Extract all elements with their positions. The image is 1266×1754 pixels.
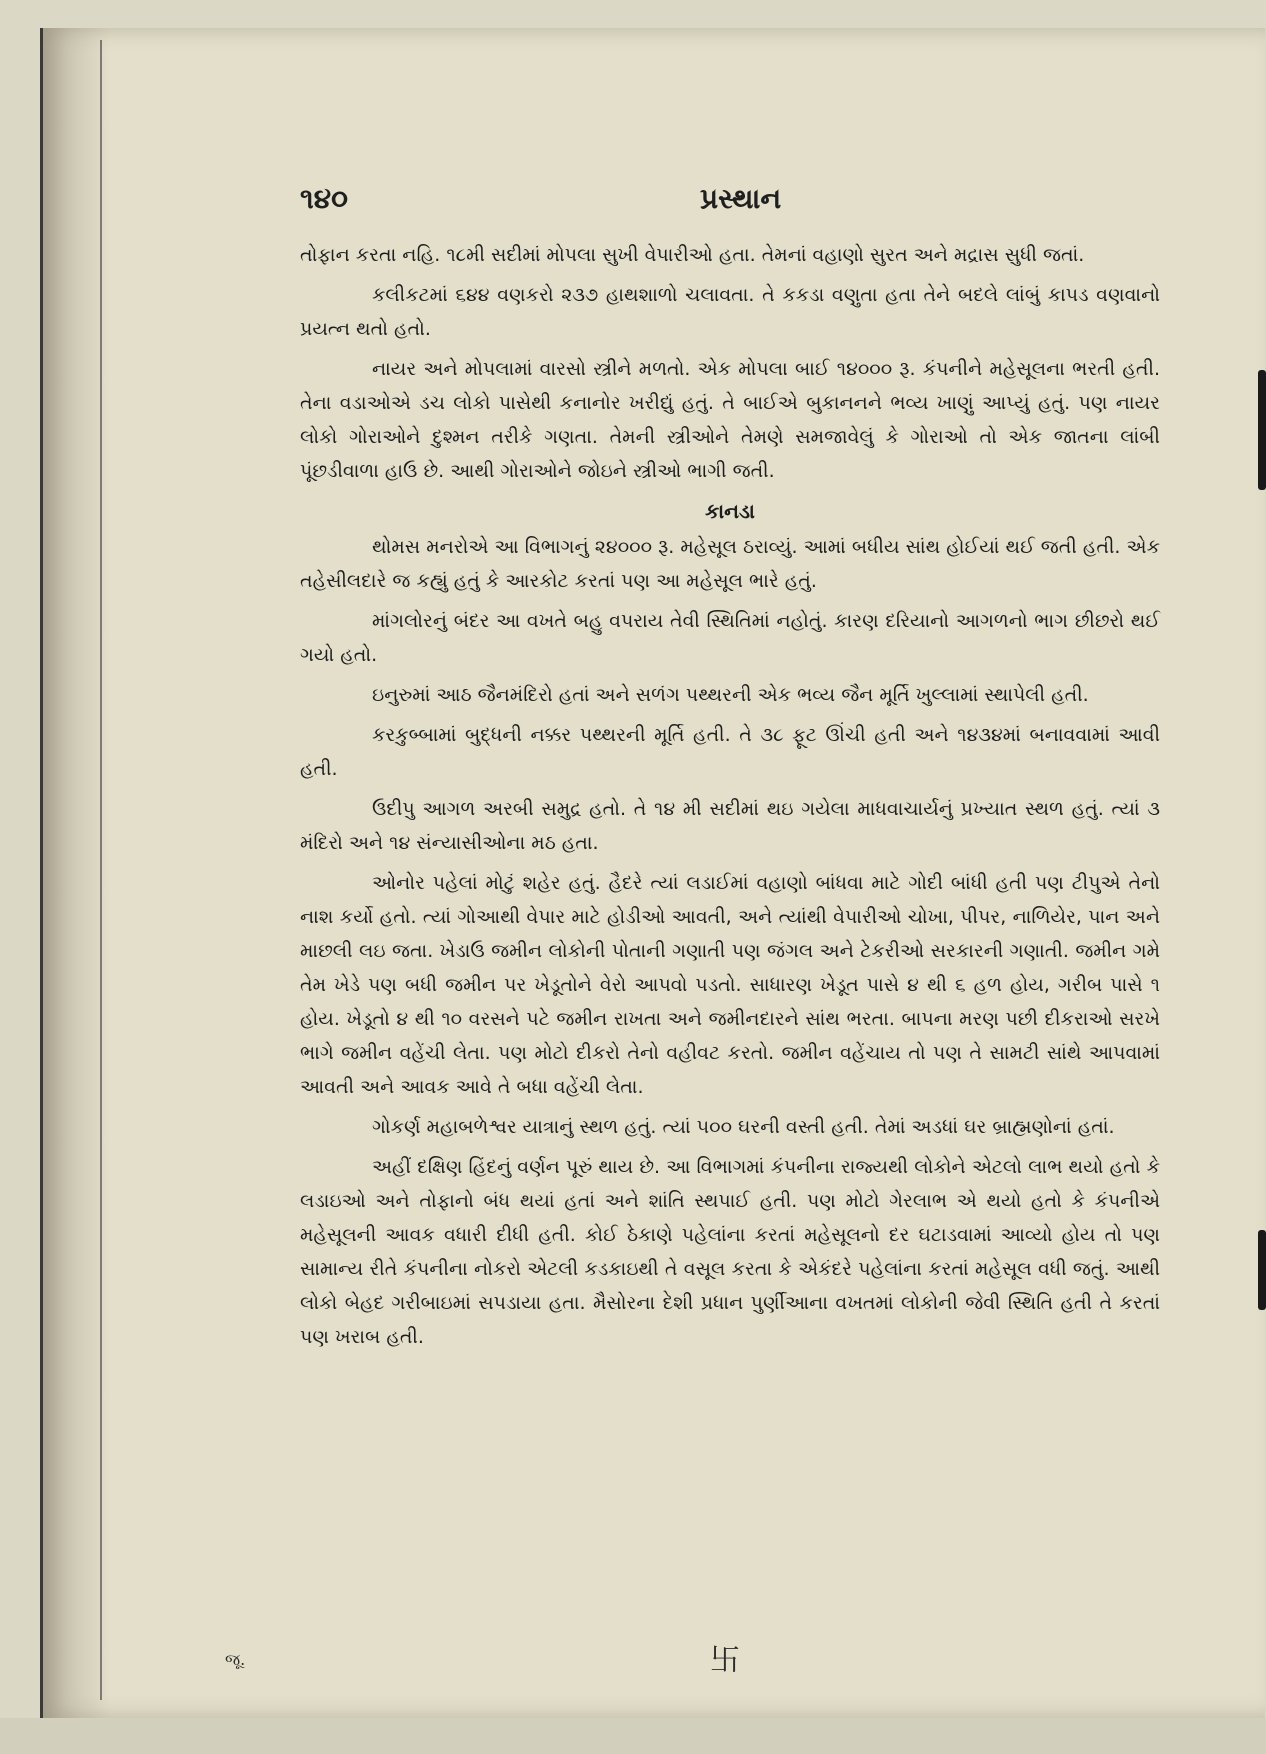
scan-bottom-strip: [0, 1718, 1266, 1754]
page-edge-line: [100, 40, 102, 1700]
paragraph: તોફાન કરતા નહિ. ૧૮મી સદીમાં મોપલા સુખી વેપારીઓ હતા. તેમનાં વહાણો સુરત અને મદ્રાસ સુધી જતાં.: [300, 244, 1085, 266]
paragraph: ઇનુરુમાં આઠ જૈનમંદિરો હતાં અને સળંગ પથ્થરની એક ભવ્ય જૈન મૂર્તિ ખુલ્લામાં સ્થાપેલી હતી.: [372, 684, 1089, 706]
page-stain: [1258, 370, 1266, 490]
paragraph: ઉદીપુ આગળ અરબી સમુદ્ર હતો. તે ૧૪ મી સદીમાં થઇ ગયેલા માધવાચાર્યનું પ્રખ્યાત સ્થળ હતું. ત્યાં ૩ મંદિરો અને ૧૪ સંન્યાસીઓના મઠ હતા.: [300, 798, 1160, 854]
margin-note: જૂ.: [225, 1650, 246, 1669]
page-number: ૧૪૦: [300, 182, 348, 215]
paragraph: અહીં દક્ષિણ હિંદનું વર્ણન પૂરું થાય છે. આ વિભાગમાં કંપનીના રાજ્યથી લોકોને એટલો લાભ થયો હતો કે લડાઇઓ અને તોફાનો બંધ થયાં હતાં અને શાંતિ સ્થપાઈ હતી. પણ મોટો ગેરલાભ એ થયો હતો કે કંપનીએ મહેસૂલની આવક વધારી દીધી હતી. કોઈ ઠેકાણે પહેલાંના કરતાં મહેસૂલનો દર ઘટાડવામાં આવ્યો હોય તો પણ સામાન્ય રીતે કંપનીના નોકરો એટલી કડકાઇથી તે વસૂલ કરતા કે એકંદરે પહેલાંના કરતાં મહેસૂલ વધી જતું. આથી લોકો બેહદ ગરીબાઇમાં સપડાયા હતા. મૈસોરના દેશી પ્રધાન પુર્ણીઆના વખતમાં લોકોની જેવી સ્થિતિ હતી તે કરતાં પણ ખરાબ હતી.: [300, 1156, 1160, 1348]
paragraph: માંગલોરનું બંદર આ વખતે બહુ વપરાય તેવી સ્થિતિમાં નહોતું. કારણ દરિયાનો આગળનો ભાગ છીછરો થઈ ગયો હતો.: [300, 610, 1160, 666]
paragraph: થોમસ મનરોએ આ વિભાગનું ૨૪૦૦૦ રૂ. મહેસૂલ ઠરાવ્યું. આમાં બધીય સાંથ હોઈયાં થઈ જતી હતી. એક તહેસીલદારે જ કહ્યું હતું કે આરકોટ કરતાં પણ આ મહેસૂલ ભારે હતું.: [300, 536, 1160, 592]
paragraph: ઓનોર પહેલાં મોટું શહેર હતું. હૈદરે ત્યાં લડાઈમાં વહાણો બાંધવા માટે ગોદી બાંધી હતી પણ ટીપુએ તેનો નાશ કર્યો હતો. ત્યાં ગોઆથી વેપાર માટે હોડીઓ આવતી, અને ત્યાંથી વેપારીઓ ચોખા, પીપર, નાળિયેર, પાન અને માછલી લઇ જતા. ખેડાઉ જમીન લોકોની પોતાની ગણાતી પણ જંગલ અને ટેકરીઓ સરકારની ગણાતી. જમીન ગમે તેમ ખેડે પણ બધી જમીન પર ખેડૂતોને વેરો આપવો પડતો. સાધારણ ખેડૂત પાસે ૪ થી ૬ હળ હોય, ગરીબ પાસે ૧ હોય. ખેડૂતો ૪ થી ૧૦ વરસને પટે જમીન રાખતા અને જમીનદારને સાંથ ભરતા. બાપના મરણ પછી દીકરાઓ સરખે ભાગે જમીન વહેંચી લેતા. પણ મોટો દીકરો તેનો વહીવટ કરતો. જમીન વહેંચાય તો પણ તે સામટી સાંથે આપવામાં આવતી અને આવક આવે તે બધા વહેંચી લેતા.: [300, 872, 1160, 1098]
running-title: પ્રસ્થાન: [700, 182, 782, 215]
swastika-mark-icon: 卐: [710, 1643, 740, 1678]
paragraph: કરકુબ્બામાં બુદ્ધની નક્કર પથ્થરની મૂર્તિ હતી. તે ૩૮ ફૂટ ઊંચી હતી અને ૧૪૩૪માં બનાવવામાં આવી હતી.: [300, 724, 1160, 780]
paragraph: ગોકર્ણ મહાબળેશ્વર યાત્રાનું સ્થળ હતું. ત્યાં ૫૦૦ ઘરની વસ્તી હતી. તેમાં અડધાં ઘર બ્રાહ્મણોનાં હતાં.: [372, 1116, 1115, 1138]
page-header: [300, 182, 1260, 222]
section-heading: કાનડા: [705, 499, 755, 523]
body-text: [300, 238, 1160, 1360]
paragraph: કલીકટમાં ૬૪૪ વણકરો ૨૩૭ હાથશાળો ચલાવતા. તે કકડા વણુતા હતા તેને બદલે લાંબું કાપડ વણવાનો પ્રયત્ન થતો હતો.: [300, 284, 1160, 340]
page-stain: [1258, 1230, 1266, 1310]
page-edge-line: [40, 28, 43, 1718]
paragraph: નાયર અને મોપલામાં વારસો સ્ત્રીને મળતો. એક મોપલા બાઈ ૧૪૦૦૦ રૂ. કંપનીને મહેસૂલના ભરતી હતી. તેના વડાઓએ ડચ લોકો પાસેથી કનાનોર ખરીદ્યું હતું. તે બાઈએ બુકાનનને ભવ્ય ખાણું આપ્યું હતું. પણ નાયર લોકો ગોરાઓને દુશ્મન તરીકે ગણતા. તેમની સ્ત્રીઓને તેમણે સમજાવેલું કે ગોરાઓ તો એક જાતના લાંબી પૂંછડીવાળા હાઉ છે. આથી ગોરાઓને જોઇને સ્ત્રીઓ ભાગી જતી.: [300, 358, 1160, 482]
